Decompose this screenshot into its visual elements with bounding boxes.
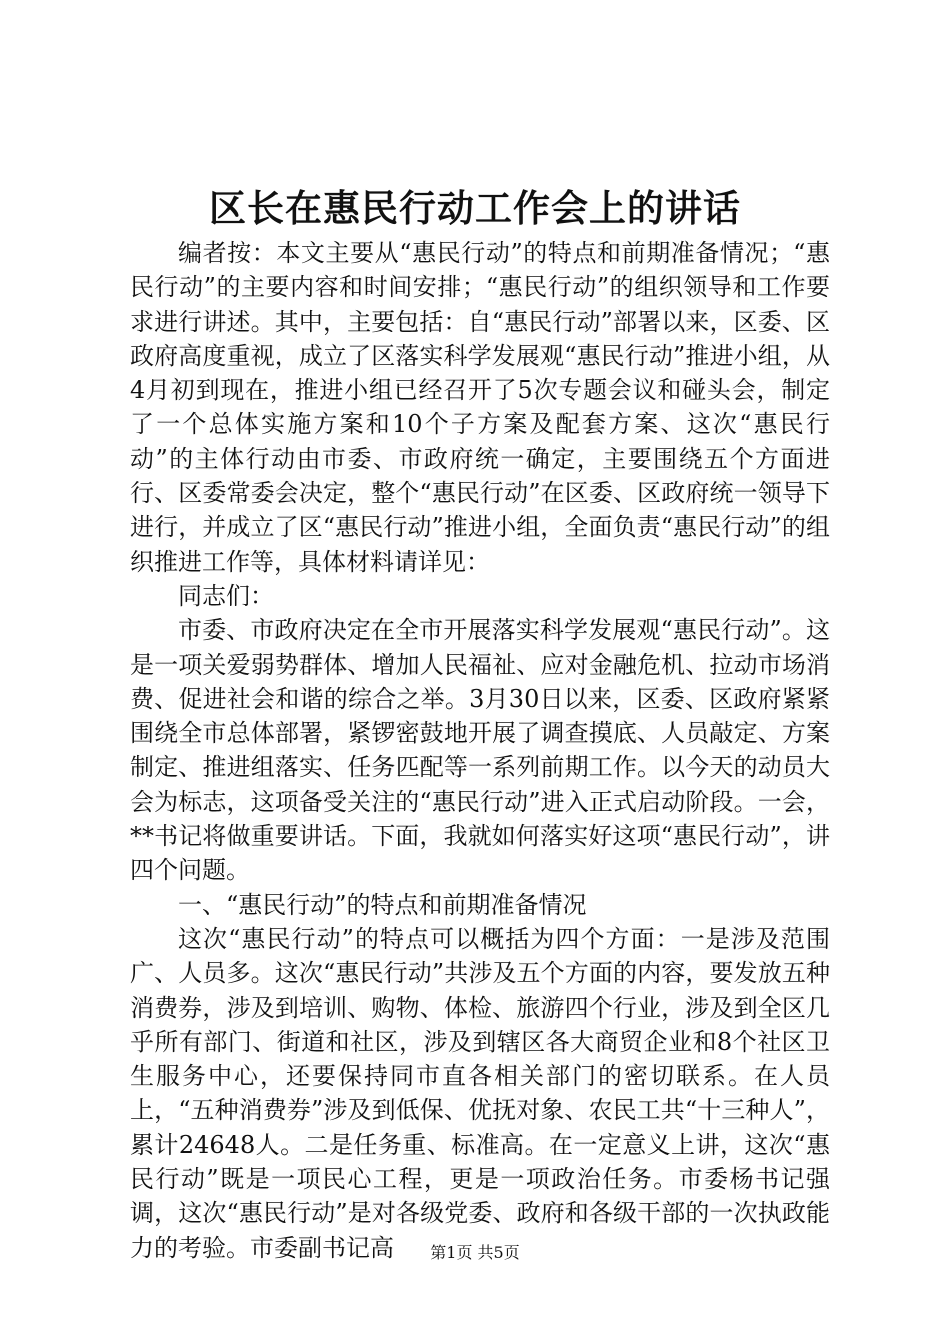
section-heading: 一、“惠民行动”的特点和前期准备情况 <box>178 890 587 919</box>
salutation-paragraph: 同志们： <box>178 581 274 610</box>
section-paragraph: 这次“惠民行动”的特点可以概括为四个方面：一是涉及范围广、人员多。这次“惠民行动”共涉及五个方面的内容，要发放五种消费券，涉及到培训、购物、体检、旅游四个行业，涉及到全区几乎所有部门、街道和社区，涉及到辖区各大商贸企业和8个社区卫生服务中心，还要保持同市直各相关部门的密切联系。在人员上，“五种消费券”涉及到低保、优抚对象、农民工共“十三种人”，累计24648人。二是任务重、标准高。在一定意义上讲，这次“惠民行动”既是一项民心工程，更是一项政治任务。市委杨书记强调，这次“惠民行动”是对各级党委、政府和各级干部的一次执政能力的考验。市委副书记高 <box>130 924 830 1262</box>
document-body <box>130 236 830 1265</box>
editor-note-paragraph: 编者按：本文主要从“惠民行动”的特点和前期准备情况；“惠民行动”的主要内容和时间安排；“惠民行动”的组织领导和工作要求进行讲述。其中，主要包括：自“惠民行动”部署以来，区委、区政府高度重视，成立了区落实科学发展观“惠民行动”推进小组，从4月初到现在，推进小组已经召开了5次专题会议和碰头会，制定了一个总体实施方案和10个子方案及配套方案、这次“惠民行动”的主体行动由市委、市政府统一确定，主要围绕五个方面进行、区委常委会决定，整个“惠民行动”在区委、区政府统一领导下进行，并成立了区“惠民行动”推进小组，全面负责“惠民行动”的组织推进工作等，具体材料请详见： <box>130 239 830 576</box>
document-title: 区长在惠民行动工作会上的讲话 <box>209 186 741 230</box>
intro-paragraph: 市委、市政府决定在全市开展落实科学发展观“惠民行动”。这是一项关爱弱势群体、增加人民福祉、应对金融危机、拉动市场消费、促进社会和谐的综合之举。3月30日以来，区委、区政府紧紧围绕全市总体部署，紧锣密鼓地开展了调查摸底、人员敲定、方案制定、推进组落实、任务匹配等一系列前期工作。以今天的动员大会为标志，这项备受关注的“惠民行动”进入正式启动阶段。一会，**书记将做重要讲话。下面，我就如何落实好这项“惠民行动”，讲四个问题。 <box>130 616 830 885</box>
page-footer: 第1页 共5页 <box>430 1243 520 1262</box>
